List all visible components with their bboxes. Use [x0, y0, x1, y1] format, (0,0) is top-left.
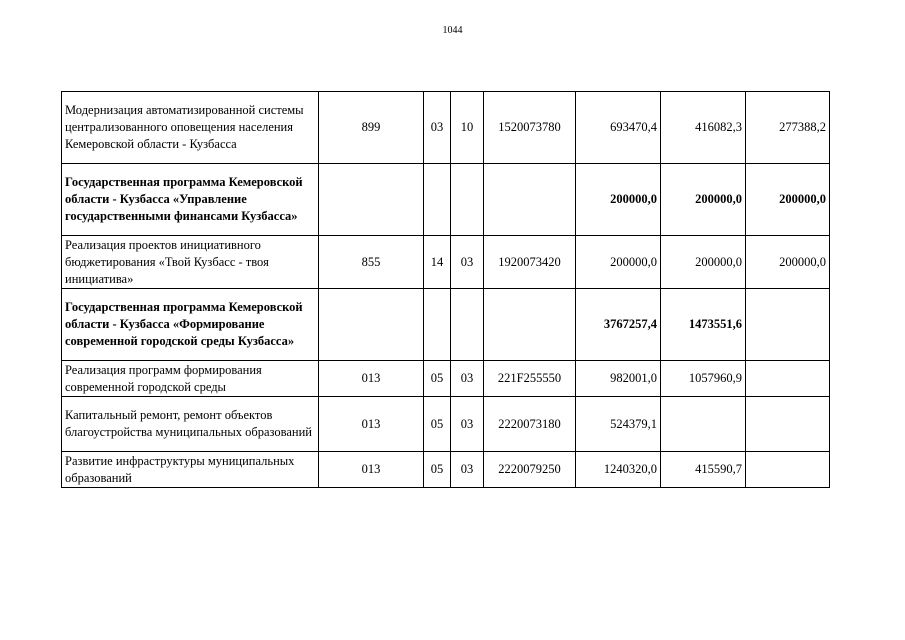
row-name-cell: Модернизация автоматизированной системы централизованного оповещения населения Кемеровской области - Кузбасса [62, 92, 319, 164]
ministry-code-cell: 855 [319, 236, 424, 289]
budget-table-body [62, 92, 830, 488]
ministry-code-cell: 899 [319, 92, 424, 164]
target-article-cell: 2220079250 [484, 452, 576, 488]
amount-cell-2: 416082,3 [661, 92, 746, 164]
target-article-cell [484, 164, 576, 236]
amount-cell-2: 200000,0 [661, 236, 746, 289]
row-name-cell: Реализация программ формирования современной городской среды [62, 361, 319, 397]
target-article-cell [484, 289, 576, 361]
section-cell [424, 164, 451, 236]
table-row [62, 361, 830, 397]
ministry-code-cell: 013 [319, 452, 424, 488]
amount-cell-1: 524379,1 [576, 397, 661, 452]
row-name-cell: Реализация проектов инициативного бюджетирования «Твой Кузбасс - твоя инициатива» [62, 236, 319, 289]
budget-table [61, 91, 830, 488]
target-article-cell: 2220073180 [484, 397, 576, 452]
ministry-code-cell: 013 [319, 361, 424, 397]
row-name-cell: Капитальный ремонт, ремонт объектов благоустройства муниципальных образований [62, 397, 319, 452]
subsection-cell: 03 [451, 452, 484, 488]
ministry-code-cell [319, 289, 424, 361]
amount-cell-2 [661, 397, 746, 452]
ministry-code-cell [319, 164, 424, 236]
subsection-cell: 03 [451, 361, 484, 397]
section-cell [424, 289, 451, 361]
table-row [62, 236, 830, 289]
target-article-cell: 1920073420 [484, 236, 576, 289]
amount-cell-1: 200000,0 [576, 164, 661, 236]
section-cell: 05 [424, 452, 451, 488]
amount-cell-3 [746, 452, 830, 488]
table-row [62, 452, 830, 488]
ministry-code-cell: 013 [319, 397, 424, 452]
table-row [62, 397, 830, 452]
amount-cell-3: 277388,2 [746, 92, 830, 164]
row-name-cell: Государственная программа Кемеровской области - Кузбасса «Управление государственными финансами Кузбасса» [62, 164, 319, 236]
amount-cell-3 [746, 397, 830, 452]
amount-cell-1: 693470,4 [576, 92, 661, 164]
section-cell: 03 [424, 92, 451, 164]
amount-cell-2: 1057960,9 [661, 361, 746, 397]
subsection-cell: 03 [451, 397, 484, 452]
amount-cell-2: 415590,7 [661, 452, 746, 488]
subsection-cell: 10 [451, 92, 484, 164]
section-cell: 05 [424, 361, 451, 397]
amount-cell-3 [746, 361, 830, 397]
amount-cell-3: 200000,0 [746, 164, 830, 236]
table-row [62, 92, 830, 164]
amount-cell-2: 1473551,6 [661, 289, 746, 361]
amount-cell-2: 200000,0 [661, 164, 746, 236]
section-cell: 05 [424, 397, 451, 452]
target-article-cell: 1520073780 [484, 92, 576, 164]
row-name-cell: Государственная программа Кемеровской области - Кузбасса «Формирование современной городской среды Кузбасса» [62, 289, 319, 361]
subsection-cell [451, 289, 484, 361]
amount-cell-1: 1240320,0 [576, 452, 661, 488]
program-row [62, 289, 830, 361]
amount-cell-3 [746, 289, 830, 361]
program-row [62, 164, 830, 236]
amount-cell-1: 982001,0 [576, 361, 661, 397]
amount-cell-3: 200000,0 [746, 236, 830, 289]
subsection-cell: 03 [451, 236, 484, 289]
page-number: 1044 [442, 25, 463, 36]
amount-cell-1: 3767257,4 [576, 289, 661, 361]
amount-cell-1: 200000,0 [576, 236, 661, 289]
section-cell: 14 [424, 236, 451, 289]
subsection-cell [451, 164, 484, 236]
row-name-cell: Развитие инфраструктуры муниципальных образований [62, 452, 319, 488]
target-article-cell: 221F255550 [484, 361, 576, 397]
